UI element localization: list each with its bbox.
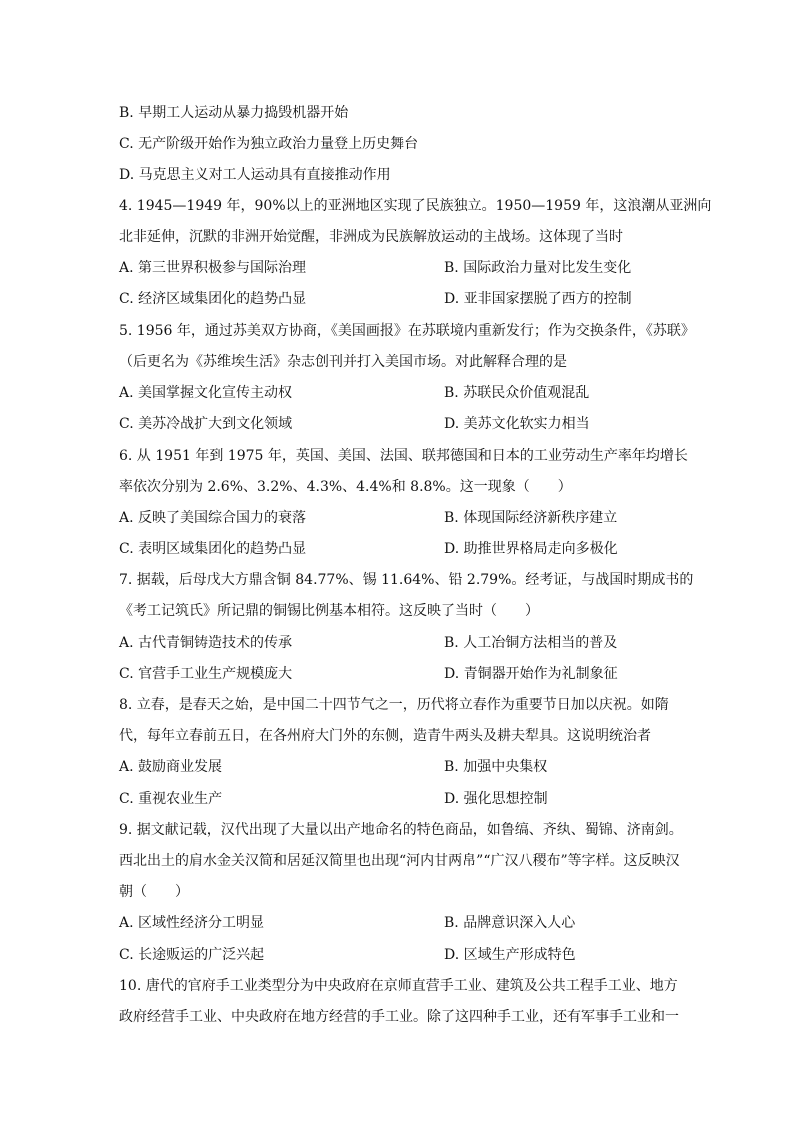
q4-option-a: A. 第三世界积极参与国际治理: [119, 260, 307, 276]
q3-option-d: D. 马克思主义对工人运动具有直接推动作用: [119, 167, 391, 183]
q9-stem-line-1: 9. 据文献记载，汉代出现了大量以出产地命名的特色商品，如鲁缟、齐纨、蜀锦、济南剑。: [119, 822, 683, 838]
q9-stem-line-2: 西北出土的肩水金关汉简和居延汉简里也出现“河内甘两帛”“广汉八稷布”等字样。这反映汉: [119, 853, 680, 869]
q5-option-b: B. 苏联民众价值观混乱: [444, 385, 590, 401]
q10-stem-line-2: 政府经营手工业、中央政府在地方经营的手工业。除了这四种手工业，还有军事手工业和一: [119, 1009, 679, 1025]
q7-option-a: A. 古代青铜铸造技术的传承: [119, 635, 293, 651]
q8-stem-line-2: 代，每年立春前五日，在各州府大门外的东侧，造青牛两头及耕夫犁具。这说明统治者: [119, 728, 651, 744]
q8-option-d: D. 强化思想控制: [444, 791, 548, 807]
q7-stem-line-1: 7. 据载，后母戊大方鼎含铜 84.77%、锡 11.64%、铅 2.79%。经考证，与战国时期成书的: [119, 572, 694, 588]
q9-option-b: B. 品牌意识深入人心: [444, 915, 576, 931]
q5-stem-line-2: （后更名为《苏维埃生活》杂志创刊并打入美国市场。对此解释合理的是: [119, 354, 567, 370]
q10-stem-line-1: 10. 唐代的官府手工业类型分为中央政府在京师直营手工业、建筑及公共工程手工业、地方: [119, 978, 678, 994]
q4-option-c: C. 经济区域集团化的趋势凸显: [119, 291, 307, 307]
q7-option-b: B. 人工冶铜方法相当的普及: [444, 635, 618, 651]
q9-stem-line-3: 朝（ ）: [119, 884, 189, 900]
q9-option-c: C. 长途贩运的广泛兴起: [119, 947, 265, 963]
q9-option-a: A. 区域性经济分工明显: [119, 915, 265, 931]
q4-stem-line-2: 北非延伸，沉默的非洲开始觉醒，非洲成为民族解放运动的主战场。这体现了当时: [119, 229, 623, 245]
q3-option-b: B. 早期工人运动从暴力捣毁机器开始: [119, 105, 349, 121]
q7-option-c: C. 官营手工业生产规模庞大: [119, 666, 293, 682]
q6-option-d: D. 助推世界格局走向多极化: [444, 541, 618, 557]
q4-option-b: B. 国际政治力量对比发生变化: [444, 260, 632, 276]
q4-stem-line-1: 4. 1945—1949 年，90%以上的亚洲地区实现了民族独立。1950—1959 年，这浪潮从亚洲向: [119, 198, 712, 214]
q8-option-a: A. 鼓励商业发展: [119, 759, 223, 775]
q4-option-d: D. 亚非国家摆脱了西方的控制: [444, 291, 632, 307]
q5-option-a: A. 美国掌握文化宣传主动权: [119, 385, 293, 401]
q9-option-d: D. 区域生产形成特色: [444, 947, 576, 963]
q6-option-c: C. 表明区域集团化的趋势凸显: [119, 541, 307, 557]
q5-option-c: C. 美苏冷战扩大到文化领域: [119, 416, 293, 432]
q3-option-c: C. 无产阶级开始作为独立政治力量登上历史舞台: [119, 136, 419, 152]
q6-option-b: B. 体现国际经济新秩序建立: [444, 510, 618, 526]
q7-stem-line-2: 《考工记筑氏》所记鼎的铜锡比例基本相符。这反映了当时（ ）: [119, 603, 539, 619]
q5-stem-line-1: 5. 1956 年，通过苏美双方协商，《美国画报》在苏联境内重新发行；作为交换条件，《苏联》: [119, 323, 695, 339]
q6-option-a: A. 反映了美国综合国力的衰落: [119, 510, 307, 526]
q7-option-d: D. 青铜器开始作为礼制象征: [444, 666, 618, 682]
q8-option-c: C. 重视农业生产: [119, 791, 223, 807]
q8-stem-line-1: 8. 立春，是春天之始，是中国二十四节气之一，历代将立春作为重要节日加以庆祝。如隋: [119, 697, 669, 713]
q6-stem-line-2: 率依次分别为 2.6%、3.2%、4.3%、4.4%和 8.8%。这一现象（ ）: [119, 479, 572, 495]
q5-option-d: D. 美苏文化软实力相当: [444, 416, 590, 432]
q6-stem-line-1: 6. 从 1951 年到 1975 年，英国、美国、法国、联邦德国和日本的工业劳动生产率年均增长: [119, 448, 688, 464]
q8-option-b: B. 加强中央集权: [444, 759, 548, 775]
